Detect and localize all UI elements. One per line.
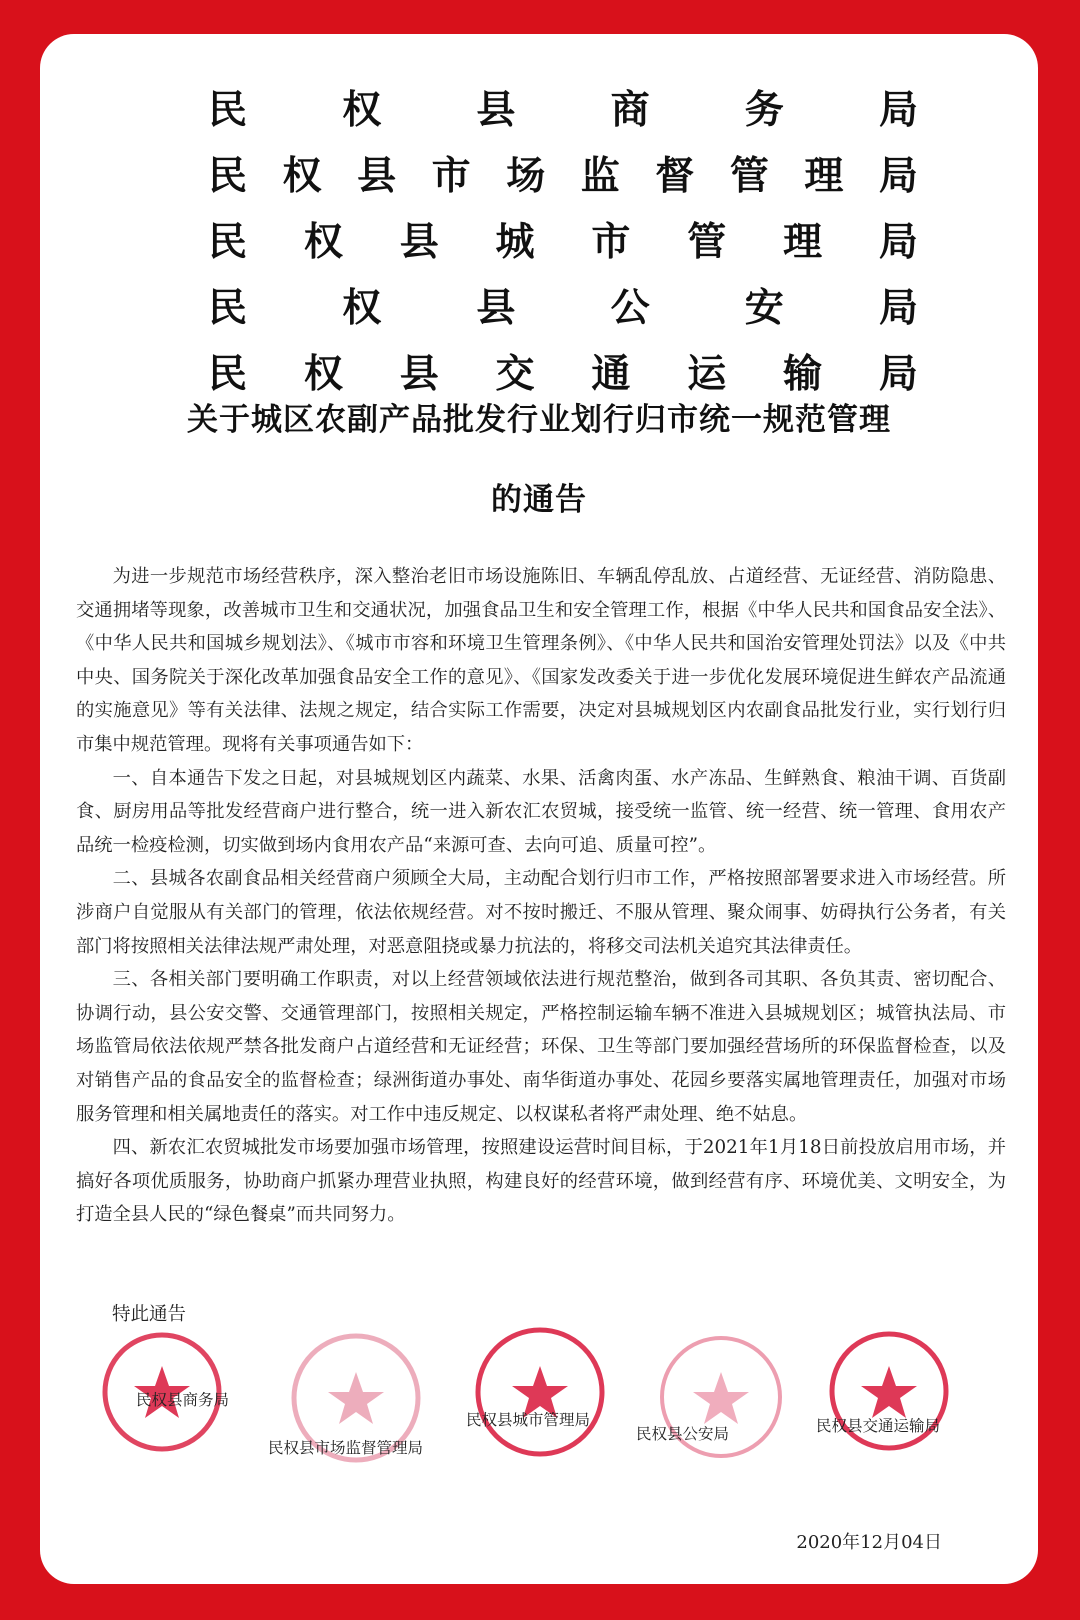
issuing-agencies xyxy=(208,74,918,404)
seal-label-market-supervision: 民权县市场监督管理局 xyxy=(268,1439,424,1457)
issue-date: 2020年12月04日 xyxy=(796,1532,942,1553)
notice-title-continued: 的通告 xyxy=(491,482,587,518)
seal-label-commerce: 民权县商务局 xyxy=(136,1391,230,1409)
notice-title: 关于城区农副产品批发行业划行归市统一规范管理 xyxy=(187,402,891,438)
paragraph-intro: 为进一步规范市场经营秩序，深入整治老旧市场设施陈旧、车辆乱停乱放、占道经营、无证经营、消防隐患、交通拥堵等现象，改善城市卫生和交通状况，加强食品卫生和安全管理工作，根据《中华人民共和国食品安全法》、《中华人民共和国城乡规划法》、《城市市容和环境卫生管理条例》、《中华人民共和国治安管理处罚法》以及《中共中央、国务院关于深化改革加强食品安全工作的意见》、《国家发改委关于进一步优化发展环境促进生鲜农产品流通的实施意见》等有关法律、法规之规定，结合实际工作需要，决定对县城规划区内农副食品批发行业，实行划行归市集中规范管理。现将有关事项通告如下： xyxy=(76,566,1006,755)
agency-urban-management: 民 权 县 城 市 管 理 局 xyxy=(208,220,918,265)
notice-sheet xyxy=(40,34,1038,1584)
paragraph-item-3: 三、各相关部门要明确工作职责，对以上经营领域依法进行规范整治，做到各司其职、各负其责、密切配合、协调行动，县公安交警、交通管理部门，按照相关规定，严格控制运输车辆不准进入县城规划区；城管执法局、市场监管局依法依规严禁各批发商户占道经营和无证经营；环保、卫生等部门要加强经营场所的环保监督检查，以及对销售产品的食品安全的监督检查；绿洲街道办事处、南华街道办事处、花园乡要落实属地管理责任，加强对市场服务管理和相关属地责任的落实。对工作中违反规定、以权谋私者将严肃处理、绝不姑息。 xyxy=(76,969,1006,1125)
seal-label-transportation: 民权县交通运输局 xyxy=(816,1417,941,1435)
paragraph-item-4: 四、新农汇农贸城批发市场要加强市场管理，按照建设运营时间目标，于2021年1月18日前投放启用市场，并搞好各项优质服务，协助商户抓紧办理营业执照，构建良好的经营环境，做到经营有序、环境优美、文明安全，为打造全县人民的“绿色餐桌”而共同努力。 xyxy=(76,1137,1006,1226)
seal-label-urban-management: 民权县城市管理局 xyxy=(466,1411,591,1429)
closing-remark: 特此通告 xyxy=(112,1304,187,1325)
agency-transportation: 民 权 县 交 通 运 输 局 xyxy=(208,352,918,397)
seal-urban-management-bureau xyxy=(472,1324,608,1460)
official-seal-icon xyxy=(472,1324,608,1460)
paragraph-item-1: 一、自本通告下发之日起，对县城规划区内蔬菜、水果、活禽肉蛋、水产冻品、生鲜熟食、粮油干调、百货副食、厨房用品等批发经营商户进行整合，统一进入新农汇农贸城，接受统一监管、统一经营、统一管理、食用农产品统一检疫检测，切实做到场内食用农产品“来源可查、去向可追、质量可控”。 xyxy=(76,767,1006,856)
agency-commerce: 民 权 县 商 务 局 xyxy=(208,88,918,133)
seal-label-public-security: 民权县公安局 xyxy=(636,1425,730,1443)
agency-public-security: 民 权 县 公 安 局 xyxy=(208,286,918,331)
notice-body xyxy=(76,560,1006,1232)
paragraph-item-2: 二、县城各农副食品相关经营商户须顾全大局，主动配合划行归市工作，严格按照部署要求进入市场经营。所涉商户自觉服从有关部门的管理，依法依规经营。对不按时搬迁、不服从管理、聚众闹事、妨碍执行公务者，有关部门将按照相关法律法规严肃处理，对恶意阻挠或暴力抗法的，将移交司法机关追究其法律责任。 xyxy=(76,868,1006,957)
agency-market-supervision: 民 权 县 市 场 监 督 管 理 局 xyxy=(208,154,918,199)
